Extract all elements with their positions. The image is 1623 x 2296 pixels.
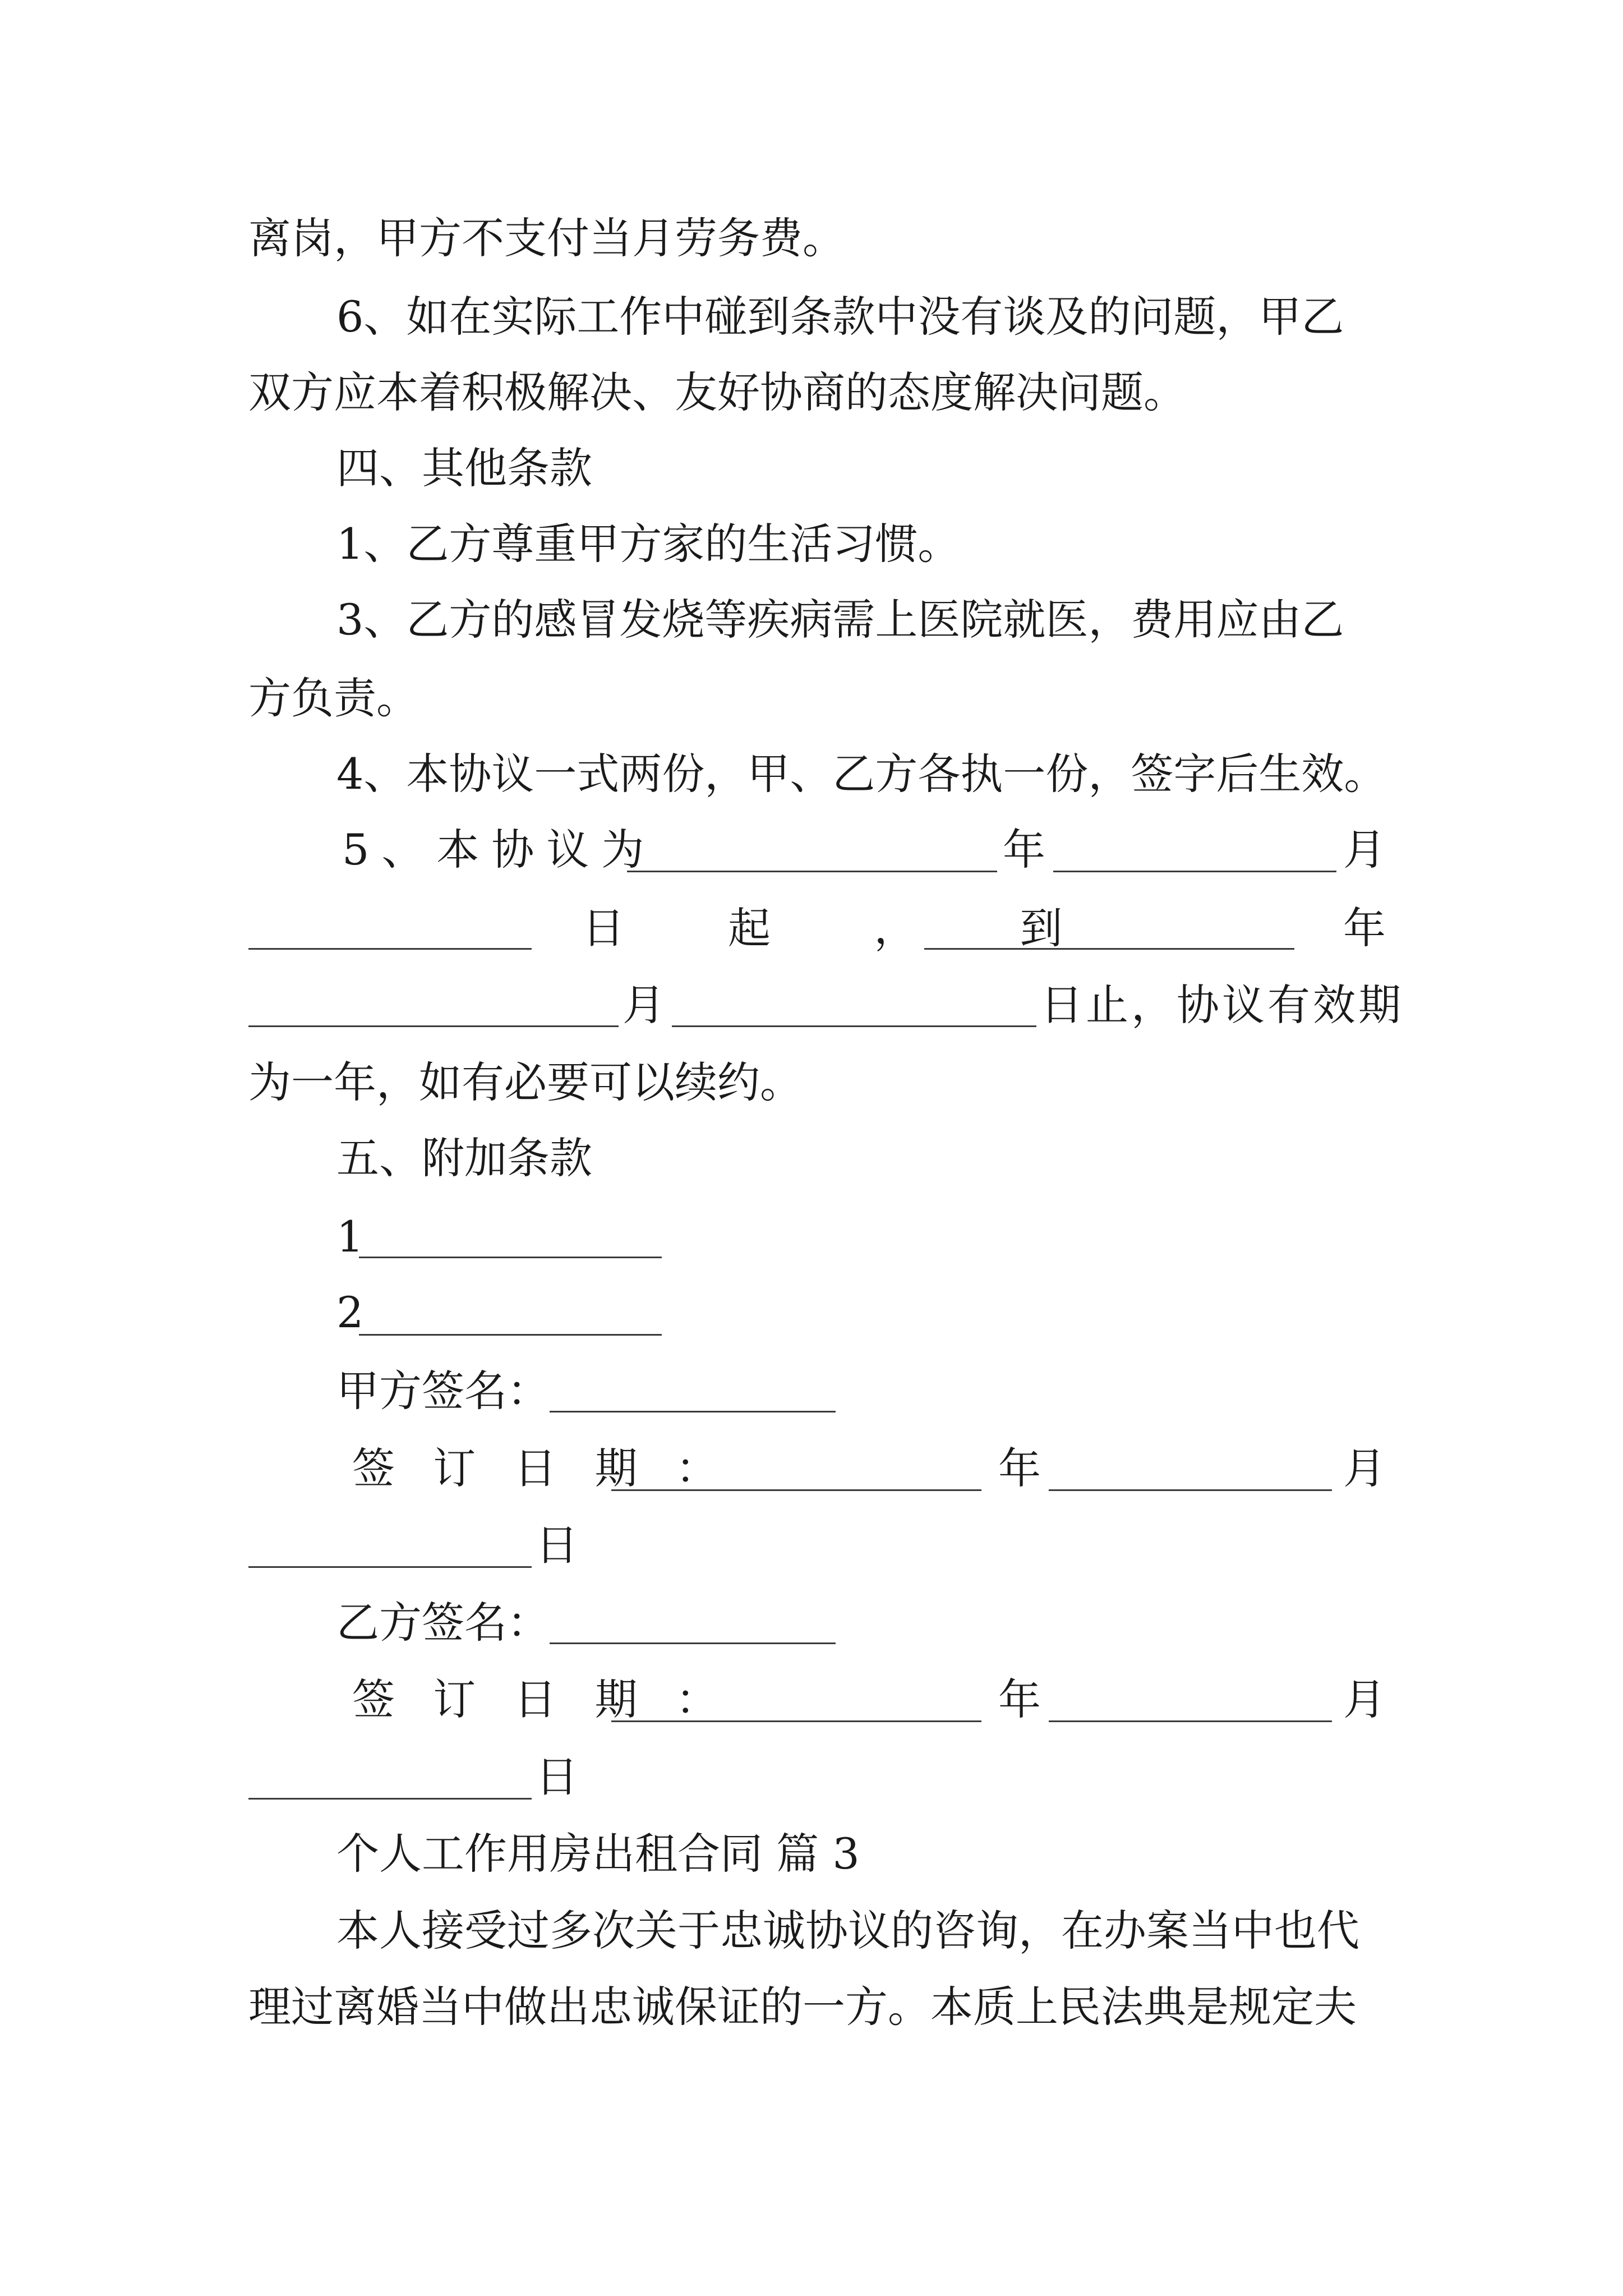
- clause-1-number: 1: [336, 1212, 364, 1262]
- party-a-signature-blank: [550, 1411, 836, 1412]
- party-b-date-year: 年: [998, 1674, 1041, 1724]
- party-b-signature-blank: [550, 1642, 836, 1644]
- party-b-signature-label: 乙方签名：: [336, 1598, 550, 1648]
- term-day-from: 日 起 ， 到: [582, 903, 1108, 953]
- party-a-date-year: 年: [998, 1443, 1041, 1493]
- text-line: 6、如在实际工作中碰到条款中没有谈及的问题，甲乙: [336, 292, 1344, 342]
- blank-end-year: [924, 948, 1294, 950]
- text-line: 方负责。: [248, 673, 419, 723]
- party-b-date-year-blank: [611, 1720, 981, 1722]
- text-line: 理过离婚当中做出忠诚保证的一方。本质上民法典是规定夫: [248, 1982, 1357, 2032]
- term-year: 年: [1003, 825, 1045, 875]
- section-heading: 五、附加条款: [336, 1133, 592, 1183]
- text-line: 4、本协议一式两份，甲、乙方各执一份，签字后生效。: [336, 749, 1387, 799]
- blank-month: [1053, 871, 1336, 872]
- term-end-year: 年: [1343, 903, 1386, 953]
- text-line: 为一年，如有必要可以续约。: [248, 1057, 803, 1107]
- text-line: 本人接受过多次关于忠诚协议的咨询，在办案当中也代: [336, 1906, 1359, 1955]
- party-b-date-label: 签 订 日 期 ：: [352, 1674, 731, 1724]
- blank-day: [248, 948, 532, 950]
- text-line: 双方应本着积极解决、友好协商的态度解决问题。: [248, 367, 1186, 417]
- party-a-date-day-blank: [248, 1566, 532, 1568]
- party-b-date-month-blank: [1049, 1720, 1332, 1722]
- party-a-date-day: 日: [536, 1520, 578, 1570]
- party-a-date-year-blank: [611, 1489, 981, 1491]
- party-a-date-month-blank: [1049, 1489, 1332, 1491]
- blank-end-day: [672, 1025, 1036, 1027]
- blank-end-month: [248, 1025, 619, 1027]
- text-line: 离岗，甲方不支付当月劳务费。: [248, 213, 845, 263]
- blank-year: [627, 871, 997, 872]
- term-end-month: 月: [623, 980, 665, 1030]
- text-line: 3、乙方的感冒发烧等疾病需上医院就医，费用应由乙: [336, 595, 1344, 645]
- clause-2-number: 2: [336, 1287, 364, 1337]
- party-b-date-day-blank: [248, 1798, 532, 1800]
- text-line: 1、乙方尊重甲方家的生活习惯。: [336, 519, 961, 569]
- party-a-signature-label: 甲方签名：: [336, 1366, 550, 1416]
- clause-2-blank: [359, 1334, 662, 1336]
- party-a-date-month: 月: [1343, 1443, 1386, 1493]
- party-b-date-day: 日: [536, 1752, 578, 1802]
- term-month: 月: [1343, 825, 1386, 875]
- section-title: 个人工作用房出租合同 篇 3: [336, 1829, 860, 1879]
- party-a-date-label: 签 订 日 期 ：: [352, 1443, 731, 1493]
- party-b-date-month: 月: [1343, 1674, 1386, 1724]
- term-day-to: 日止，协议有效期: [1040, 980, 1404, 1030]
- term-lead: 5、本协议为: [342, 825, 657, 875]
- clause-1-blank: [359, 1257, 662, 1258]
- section-heading: 四、其他条款: [336, 443, 592, 493]
